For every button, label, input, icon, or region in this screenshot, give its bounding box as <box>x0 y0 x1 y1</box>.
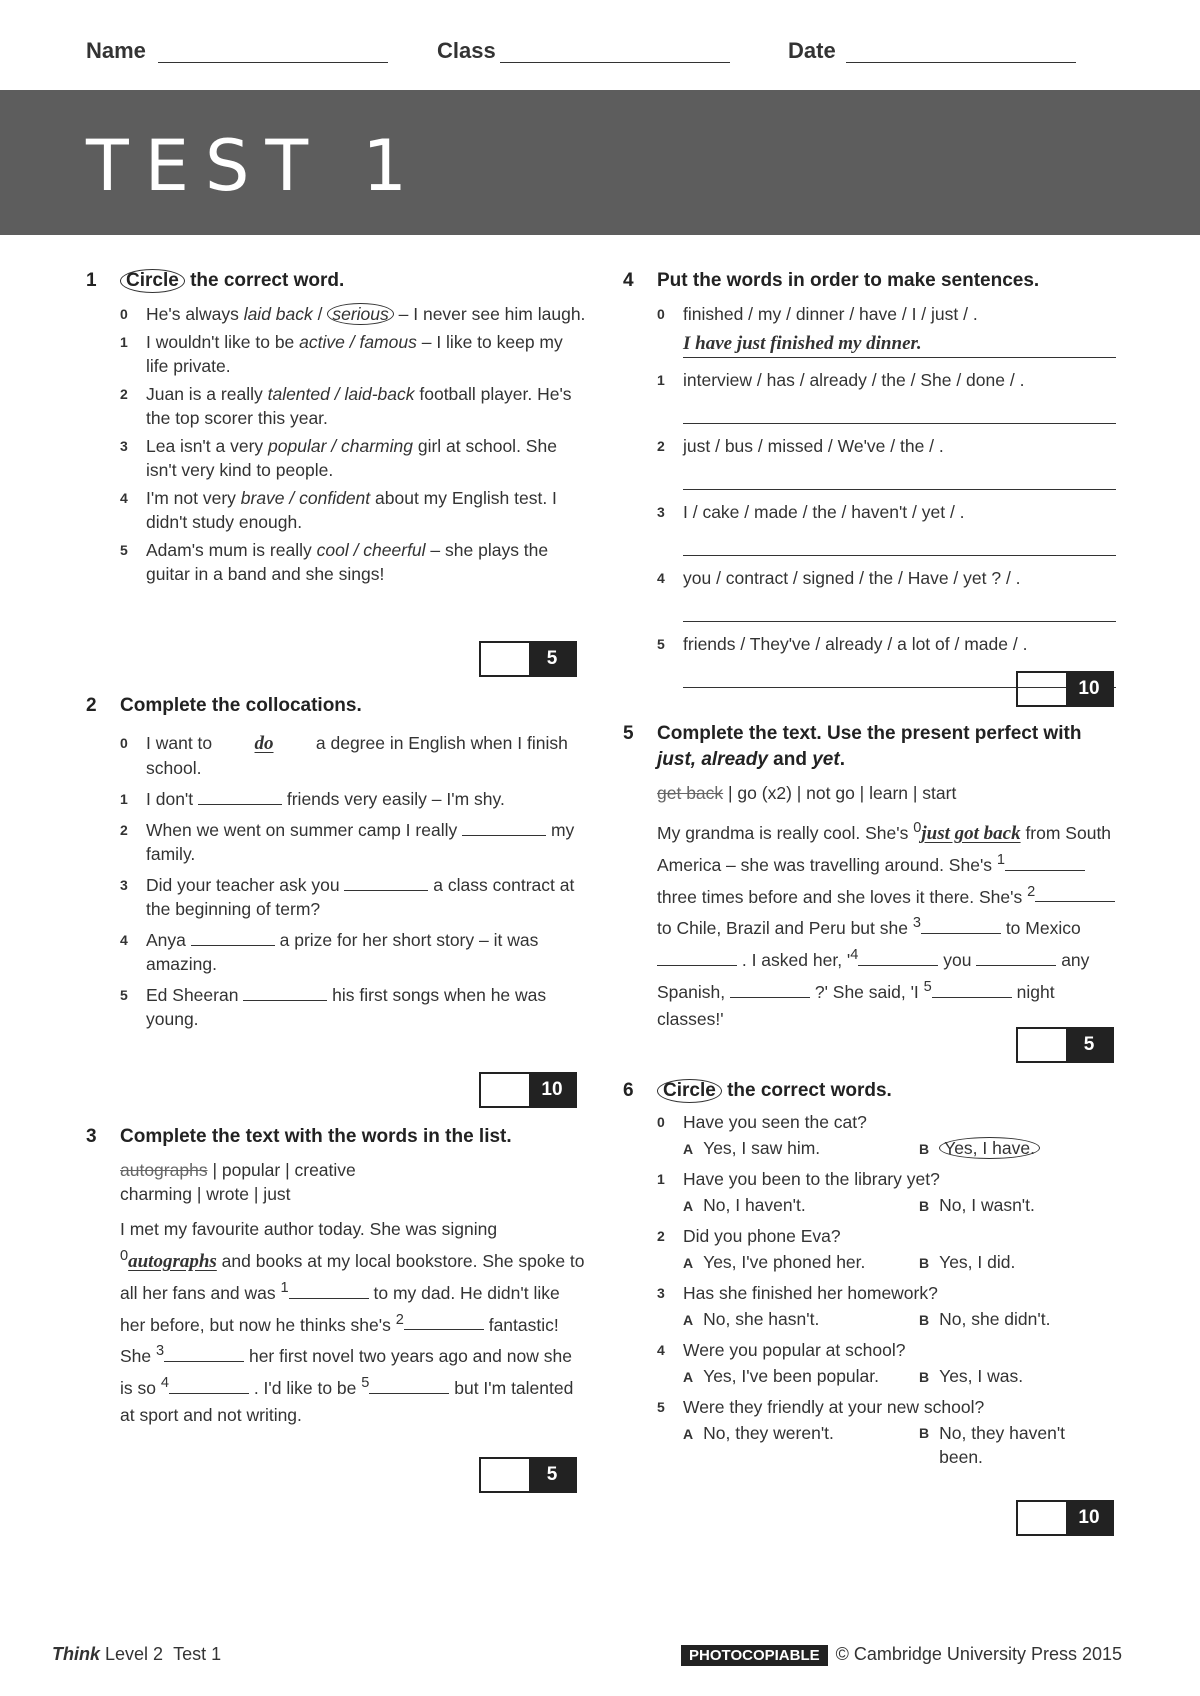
answer-gap[interactable] <box>191 928 275 946</box>
list-item: 5 Adam's mum is really cool / cheerful – she plays the guitar in a band and she sings! <box>120 540 549 584</box>
word-options[interactable]: brave / confident <box>240 488 371 508</box>
list-item: 0 He's always laid back / serious – I never see him laugh. <box>120 304 586 324</box>
option-b[interactable]: No, she didn't. <box>939 1309 1051 1329</box>
answer-gap[interactable] <box>976 948 1056 966</box>
list-item: 4 I'm not very brave / confident about my English test. I didn't study enough. <box>120 488 557 532</box>
exercise-4 <box>623 268 1116 688</box>
date-label: Date <box>788 38 836 63</box>
exercise-5-heading: 5 Complete the text. Use the present perfect with just, already and yet. <box>623 723 1082 770</box>
example-answer: autographs <box>128 1250 217 1272</box>
answer-options: A No, they weren't. B No, they haven't been. <box>623 1421 1116 1469</box>
answer-gap[interactable] <box>369 1376 449 1394</box>
class-field[interactable] <box>500 62 730 63</box>
score-box-3[interactable]: 5 <box>479 1457 577 1493</box>
list-item: 3 Did your teacher ask you a class contract at the beginning of term? <box>120 875 575 919</box>
list-item: 4 Anya a prize for her short story – it was amazing. <box>120 930 539 974</box>
question: 3 Has she finished her homework? <box>657 1283 938 1303</box>
circle-instruction-word: Circle <box>657 1079 722 1103</box>
page-title: TEST 1 <box>86 125 423 207</box>
answer-line[interactable] <box>683 396 1116 424</box>
list-item: 0 I want to do a degree in English when I finish school. <box>120 733 568 778</box>
word-bank: get back | go (x2) | not go | learn | start <box>657 783 957 803</box>
question: 1 Have you been to the library yet? <box>657 1169 940 1189</box>
question-list <box>623 1110 1116 1469</box>
score-box-6[interactable]: 10 <box>1016 1500 1114 1536</box>
word-option[interactable]: laid back <box>243 304 313 324</box>
answer-gap[interactable] <box>730 980 810 998</box>
example-answer: do <box>254 733 274 754</box>
list-item: 1 interview / has / already / the / She / done / . <box>657 370 1025 390</box>
option-a[interactable]: Yes, I saw him. <box>703 1138 821 1158</box>
list-item: 4 you / contract / signed / the / Have / yet ? / . <box>657 568 1021 588</box>
question: 2 Did you phone Eva? <box>657 1226 841 1246</box>
list-item: 2 Juan is a really talented / laid-back football player. He's the top scorer this year. <box>120 384 572 428</box>
answer-gap[interactable] <box>858 948 938 966</box>
class-label: Class <box>437 38 496 63</box>
word-options[interactable]: popular / charming <box>268 436 413 456</box>
word-bank: autographs | popular | creative charming | wrote | just <box>120 1160 356 1204</box>
example-answer: I have just finished my dinner. <box>683 333 922 354</box>
answer-gap[interactable] <box>289 1281 369 1299</box>
answer-gap[interactable] <box>243 983 327 1001</box>
score-box-4[interactable]: 10 <box>1016 671 1114 707</box>
answer-options: A Yes, I saw him. B Yes, I have. <box>623 1136 1116 1161</box>
option-a[interactable]: No, she hasn't. <box>703 1309 820 1329</box>
option-b[interactable]: No, I wasn't. <box>939 1195 1035 1215</box>
list-item: 3 Lea isn't a very popular / charming girl at school. She isn't very kind to people. <box>120 436 557 480</box>
exercise-5 <box>623 721 1116 1033</box>
gap-fill-text: I met my favourite author today. She was signing $^0$autographs and books at my local bookstore. She spoke to all her fans and was $^1$ to my dad. He didn't like her before, but now he thinks she's $^2$ fantastic! She $^3$ her first novel two years ago and now she is so $^4$ . I'd like to be $^5$ but I'm talented at sport and not writing. <box>120 1219 585 1426</box>
answer-options: A No, I haven't. B No, I wasn't. <box>683 1195 1035 1215</box>
circled-answer[interactable]: serious <box>327 303 393 325</box>
answer-line[interactable] <box>683 330 1116 358</box>
score-box-5[interactable]: 5 <box>1016 1027 1114 1063</box>
photocopiable-badge: PHOTOCOPIABLE <box>681 1645 828 1666</box>
option-b[interactable]: Yes, I did. <box>939 1252 1016 1272</box>
answer-options: A Yes, I've phoned her. B Yes, I did. <box>683 1252 1016 1272</box>
list-item: 0 finished / my / dinner / have / I / just / . <box>657 304 978 324</box>
book-series: Think Level 2 Test 1 <box>52 1644 222 1664</box>
circle-instruction-word: Circle <box>120 269 185 293</box>
list-item: 1 I wouldn't like to be active / famous – I like to keep my life private. <box>120 332 563 376</box>
word-options[interactable]: talented / laid-back <box>267 384 415 404</box>
exercise-2 <box>86 693 586 1038</box>
circled-answer[interactable]: Yes, I have. <box>939 1137 1040 1159</box>
exercise-1-heading: 1 Circle the correct word. <box>86 270 345 291</box>
gap-fill-text: My grandma is really cool. She's $^0$just got back from South America – she was travelling around. She's $^1$ three times before and she loves it there. She's $^2$ to Chile, Brazil and Peru but she $^3$ to Mexico . I asked her, '$^4$ you any Spanish, ?' She said, 'I $^5$ night classes!' <box>623 815 1116 1033</box>
option-b[interactable]: Yes, I was. <box>939 1366 1024 1386</box>
copyright-block: PHOTOCOPIABLE © Cambridge University Press 2015 <box>681 1644 1122 1665</box>
option-a[interactable]: Yes, I've been popular. <box>703 1366 880 1386</box>
word-options[interactable]: active / famous <box>299 332 417 352</box>
option-a[interactable]: Yes, I've phoned her. <box>703 1252 866 1272</box>
exercise-3 <box>86 1124 586 1429</box>
option-b[interactable]: No, they haven't been. <box>939 1423 1066 1467</box>
option-a[interactable]: No, they weren't. <box>703 1423 834 1443</box>
option-a[interactable]: No, I haven't. <box>703 1195 806 1215</box>
student-info-header <box>0 38 1200 74</box>
example-answer: just got back <box>921 822 1021 844</box>
question: 5 Were they friendly at your new school? <box>657 1397 985 1417</box>
answer-gap[interactable] <box>462 818 546 836</box>
question: 0 Have you seen the cat? <box>657 1112 867 1132</box>
word-options[interactable]: cool / cheerful <box>316 540 426 560</box>
answer-gap[interactable] <box>1035 884 1115 902</box>
answer-gap[interactable] <box>657 948 737 966</box>
question: 4 Were you popular at school? <box>657 1340 906 1360</box>
list-item: 1 I don't friends very easily – I'm shy. <box>120 789 505 809</box>
score-box-2[interactable]: 10 <box>479 1072 577 1108</box>
answer-gap[interactable] <box>921 916 1001 934</box>
answer-options: A Yes, I've been popular. B Yes, I was. <box>683 1366 1024 1386</box>
list-item: 2 When we went on summer camp I really my family. <box>120 820 575 864</box>
answer-line[interactable] <box>683 462 1116 490</box>
exercise-6-heading: 6 Circle the correct words. <box>623 1080 892 1101</box>
answer-gap[interactable] <box>169 1376 249 1394</box>
list-item: 3 I / cake / made / the / haven't / yet / . <box>657 502 965 522</box>
answer-gap[interactable] <box>198 787 282 805</box>
list-item: 5 friends / They've / already / a lot of / made / . <box>657 634 1028 654</box>
date-field[interactable] <box>846 62 1076 63</box>
title-band <box>0 90 1200 235</box>
exercise-4-heading: 4 Put the words in order to make sentences. <box>623 270 1040 291</box>
exercise-2-heading: 2 Complete the collocations. <box>86 695 362 716</box>
answer-gap[interactable] <box>932 980 1012 998</box>
answer-gap[interactable] <box>1005 853 1085 871</box>
answer-options: A No, she hasn't. B No, she didn't. <box>683 1309 1051 1329</box>
page-footer <box>52 1644 1122 1672</box>
answer-line[interactable] <box>683 594 1116 622</box>
exercise-6 <box>623 1078 1116 1469</box>
exercise-3-heading: 3 Complete the text with the words in the list. <box>86 1126 512 1147</box>
name-label: Name <box>86 38 146 63</box>
name-field[interactable] <box>158 62 388 63</box>
answer-line[interactable] <box>683 528 1116 556</box>
list-item: 5 Ed Sheeran his first songs when he was young. <box>120 985 547 1029</box>
answer-gap[interactable] <box>164 1344 244 1362</box>
answer-gap[interactable] <box>344 873 428 891</box>
list-item: 2 just / bus / missed / We've / the / . <box>657 436 944 456</box>
score-box-1[interactable]: 5 <box>479 641 577 677</box>
answer-gap[interactable] <box>404 1312 484 1330</box>
exercise-1 <box>86 268 586 590</box>
